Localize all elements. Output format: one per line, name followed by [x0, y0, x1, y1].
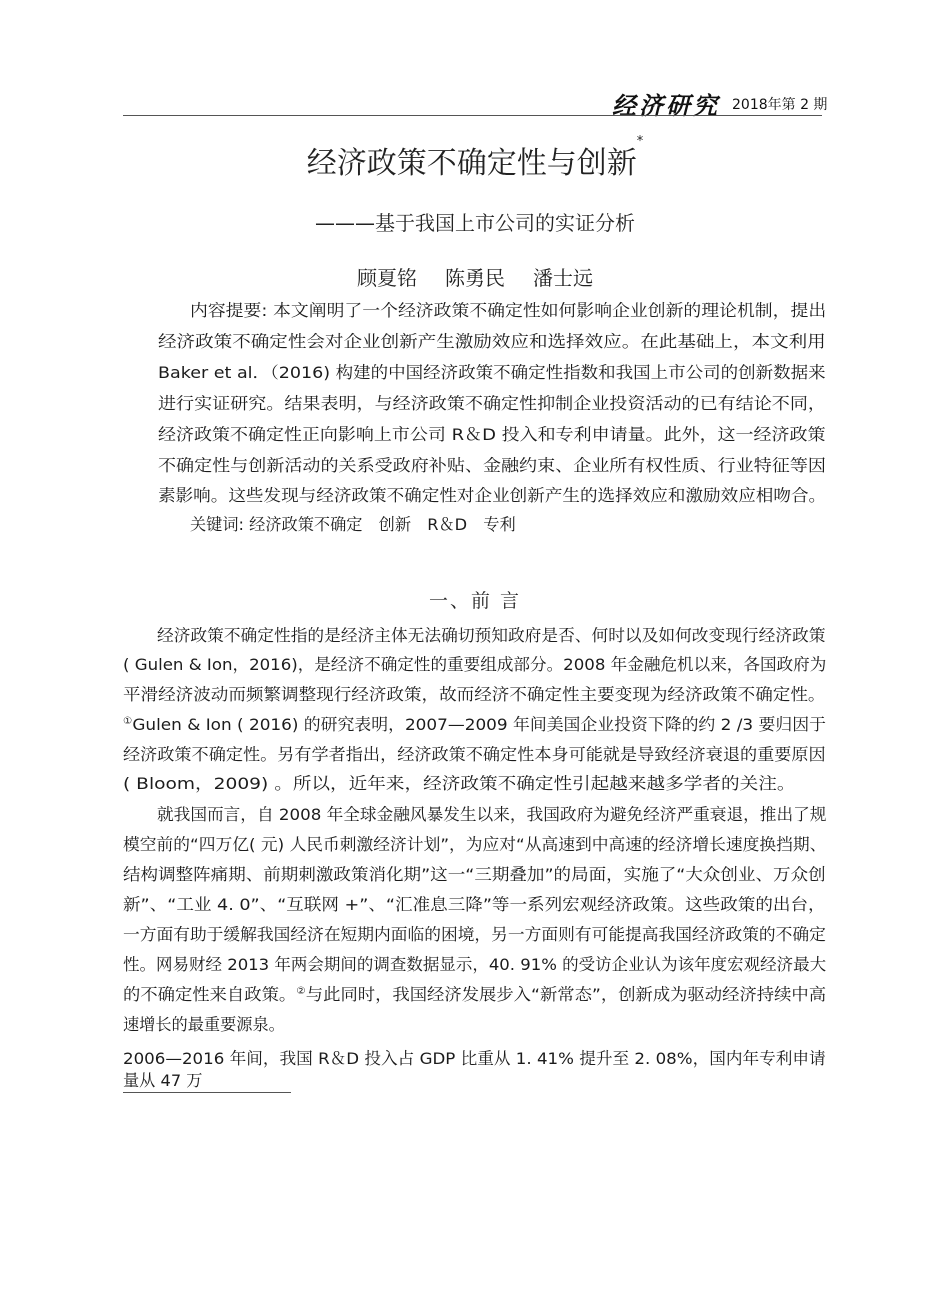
abstract-line: 进行实证研究。结果表明，与经济政策不确定性抑制企业投资活动的已有结论不同， [158, 394, 826, 413]
body-line [123, 715, 826, 735]
footnote-marker[interactable]: ② [296, 986, 306, 997]
body-line: ( Gulen & Ion，2016)，是经济不确定性的重要组成部分。2008 年金融危机以来，各国政府为 [123, 655, 827, 674]
body-line: 经济政策不确定性。另有学者指出，经济政策不确定性本身可能就是导致经济衰退的重要原因 [123, 745, 826, 764]
body-line: 一方面有助于缓解我国经济在短期内面临的困境，另一方面则有可能提高我国经济政策的不确定 [123, 925, 826, 944]
abstract-line: 经济政策不确定性会对企业创新产生激励效应和选择效应。在此基础上，本文利用 [158, 332, 826, 351]
footnote-marker[interactable]: ① [123, 716, 133, 727]
body-line: 结构调整阵痛期、前期刺激政策消化期”这一“三期叠加”的局面，实施了“大众创业、万众创 [123, 865, 826, 884]
paper-title [0, 134, 950, 182]
author-list [0, 262, 950, 291]
abstract-line: 素影响。这些发现与经济政策不确定性对企业创新产生的选择效应和激励效应相吻合。 [158, 486, 827, 505]
author-name: 陈勇民 [445, 266, 505, 290]
body-line-text: 的不确定性来自政策。 [123, 985, 297, 1004]
footnote-rule [123, 1092, 291, 1093]
body-line: 就我国而言，自 2008 年全球金融风暴发生以来，我国政府为避免经济严重衰退，推出了规 [157, 805, 827, 824]
journal-issue: 2018年第 2 期 [732, 97, 828, 113]
section-heading: 一、前 言 [428, 590, 522, 612]
abstract-line: 内容提要: 本文阐明了一个经济政策不确定性如何影响企业创新的理论机制，提出 [190, 301, 827, 320]
paper-subtitle: ———基于我国上市公司的实证分析 [315, 211, 635, 235]
body-line: 2006—2016 年间，我国 R＆D 投入占 GDP 比重从 1. 41% 提升至 2. 08%，国内年专利申请 [123, 1049, 826, 1068]
body-line: 模空前的“四万亿( 元) 人民币刺激经济计划”，为应对“从高速到中高速的经济增长速度换挡期、 [123, 835, 827, 854]
journal-logo: 经济研究 [612, 91, 720, 120]
body-line-text: 与此同时，我国经济发展步入“新常态”，创新成为驱动经济持续中高 [305, 985, 827, 1004]
body-line-text: Gulen & Ion ( 2016) 的研究表明，2007—2009 年间美国企业投资下降的约 2 /3 要归因于 [132, 715, 826, 734]
body-line: 量从 47 万 [123, 1071, 203, 1090]
body-line: 新”、“工业 4. 0”、“互联网 +”、“汇准息三降”等一系列宏观经济政策。这些政策的出台， [123, 895, 826, 914]
abstract-line: 经济政策不确定性正向影响上市公司 R＆D 投入和专利申请量。此外，这一经济政策 [158, 425, 826, 444]
author-name: 潘士远 [533, 266, 593, 290]
abstract-line: 不确定性与创新活动的关系受政府补贴、金融约束、企业所有权性质、行业特征等因 [158, 456, 826, 475]
body-line: 性。网易财经 2013 年两会期间的调查数据显示，40. 91% 的受访企业认为该年度宏观经济最大 [123, 955, 827, 974]
body-line: 速增长的最重要源泉。 [123, 1015, 285, 1034]
paper-title-text: 经济政策不确定性与创新 [306, 146, 637, 181]
body-line [123, 985, 826, 1005]
body-line: 经济政策不确定性指的是经济主体无法确切预知政府是否、何时以及如何改变现行经济政策 [157, 626, 826, 645]
keywords: 关键词: 经济政策不确定 创新 R＆D 专利 [190, 515, 516, 534]
body-line: 平滑经济波动而频繁调整现行经济政策，故而经济不确定性主要变现为经济政策不确定性。 [123, 685, 826, 704]
body-line: ( Bloom，2009) 。所以，近年来，经济政策不确定性引起越来越多学者的关注。 [123, 774, 796, 793]
header-rule [123, 115, 822, 116]
title-footnote-marker: * [636, 134, 644, 149]
abstract-line: Baker et al．（2016) 构建的中国经济政策不确定性指数和我国上市公司的创新数据来 [158, 363, 826, 382]
author-name: 顾夏铭 [357, 266, 417, 290]
